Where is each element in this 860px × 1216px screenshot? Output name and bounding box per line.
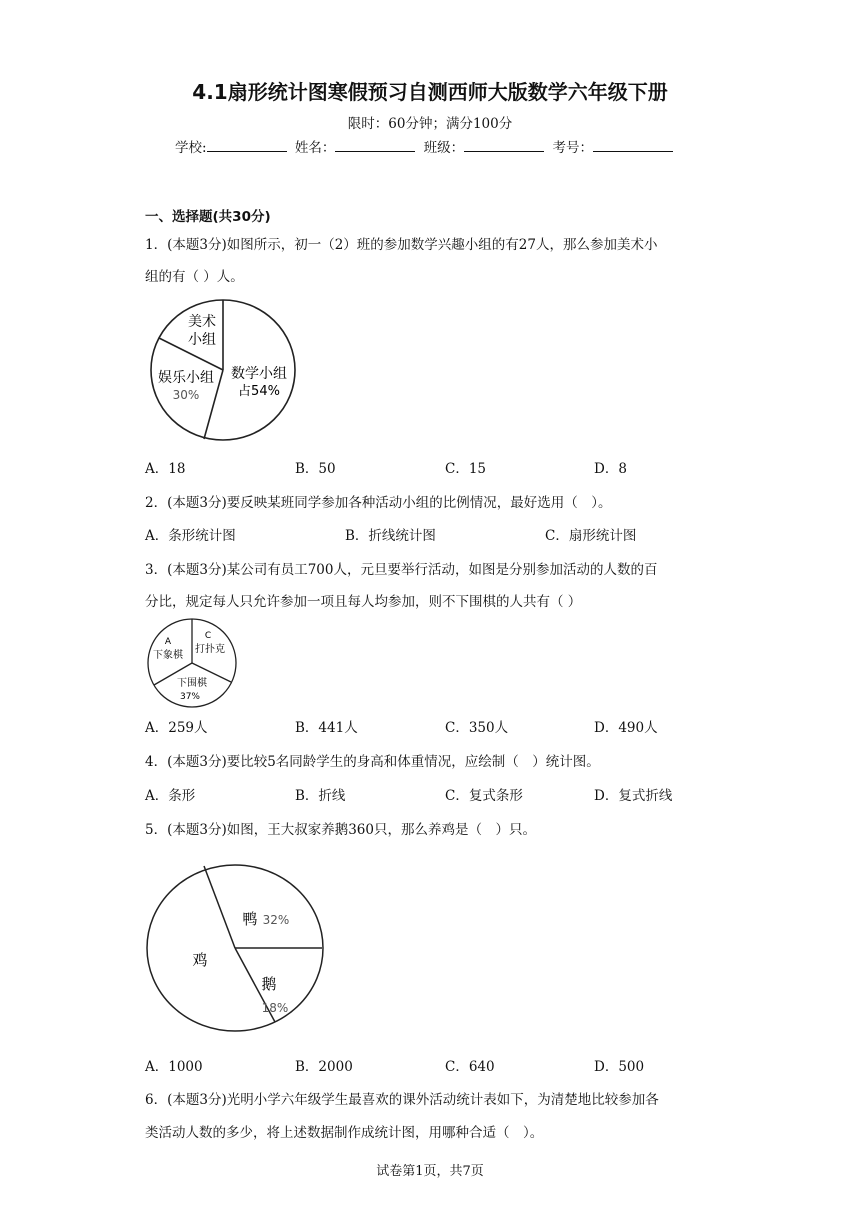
q3-label-poker: 打扑克 (195, 644, 225, 655)
q5-option-a[interactable]: A．1000 (145, 1059, 203, 1075)
q2-option-a[interactable]: A．条形统计图 (145, 528, 236, 544)
q4-option-d[interactable]: D．复式折线 (594, 788, 673, 804)
name-label: 姓名： (294, 140, 336, 156)
q5-label-chicken: 鸡 (192, 951, 208, 969)
q1-option-c[interactable]: C．15 (445, 461, 487, 477)
q1-label-math: 数学小组 (231, 366, 287, 382)
q1-pct-entertainment: 30% (172, 388, 200, 402)
q3-pie-chart (146, 618, 238, 710)
q3-label-go: 下围棋 (177, 678, 207, 689)
q1-text-line2: 组的有（ ）人。 (145, 269, 244, 285)
q6-text-line1: 6．(本题3分)光明小学六年级学生最喜欢的课外活动统计表如下，为清楚地比较参加各 (145, 1092, 659, 1108)
q3-label-chess: 下象棋 (153, 650, 183, 661)
q2-option-c[interactable]: C．扇形统计图 (545, 528, 637, 544)
q4-option-a[interactable]: A．条形 (145, 788, 196, 804)
name-blank[interactable] (335, 138, 415, 152)
q6-text-line2: 类活动人数的多少，将上述数据制作成统计图，用哪种合适（ ）。 (145, 1125, 544, 1141)
class-label: 班级： (423, 140, 465, 156)
time-limit: 限时：60分钟；满分100分 (347, 116, 513, 132)
q5-option-d[interactable]: D．500 (594, 1059, 645, 1075)
school-blank[interactable] (207, 138, 287, 152)
q1-option-a[interactable]: A．18 (145, 461, 186, 477)
q5-option-c[interactable]: C．640 (445, 1059, 495, 1075)
q5-slice-divider (204, 866, 235, 948)
q3-option-b[interactable]: B．441人 (295, 720, 358, 736)
q3-option-c[interactable]: C．350人 (445, 720, 509, 736)
q2-option-b[interactable]: B．折线统计图 (345, 528, 436, 544)
q1-option-d[interactable]: D．8 (594, 461, 627, 477)
class-blank[interactable] (464, 138, 544, 152)
q1-pie-chart (148, 298, 300, 444)
section-heading: 一、选择题(共30分) (145, 209, 271, 225)
exam-no-blank[interactable] (593, 138, 673, 152)
q1-label-entertainment: 娱乐小组 (158, 370, 214, 386)
q3-pct-go: 37% (179, 692, 201, 702)
q3-text-line2: 分比，规定每人只允许参加一项且每人均参加，则不下围棋的人共有（ ） (145, 594, 582, 610)
q1-label-art-2: 小组 (188, 332, 216, 348)
q3-letter-c: C (204, 631, 212, 641)
q1-pct-math: 占54% (238, 384, 280, 399)
q2-text: 2．(本题3分)要反映某班同学参加各种活动小组的比例情况，最好选用（ ）。 (145, 495, 612, 511)
q5-option-b[interactable]: B．2000 (295, 1059, 353, 1075)
q1-option-b[interactable]: B．50 (295, 461, 336, 477)
school-label: 学校: (175, 140, 207, 156)
q4-option-b[interactable]: B．折线 (295, 788, 346, 804)
student-info-line (175, 136, 677, 156)
q3-option-d[interactable]: D．490人 (594, 720, 658, 736)
q5-pie-chart (145, 862, 327, 1034)
q5-label-duck: 鸭 (242, 910, 258, 928)
page-footer: 试卷第1页，共7页 (376, 1164, 484, 1179)
q5-pct-goose: 18% (261, 1001, 289, 1015)
q5-text: 5．(本题3分)如图，王大叔家养鹅360只，那么养鸡是（ ）只。 (145, 822, 536, 838)
q5-pct-duck: 32% (262, 913, 290, 927)
q4-text: 4．(本题3分)要比较5名同龄学生的身高和体重情况，应绘制（ ）统计图。 (145, 754, 600, 770)
q3-letter-a: A (164, 637, 172, 647)
exam-no-label: 考号： (552, 140, 593, 156)
page-title: 4.1扇形统计图寒假预习自测西师大版数学六年级下册 (192, 80, 668, 104)
q3-text-line1: 3．(本题3分)某公司有员工700人，元旦要举行活动，如图是分别参加活动的人数的百 (145, 562, 658, 578)
q3-option-a[interactable]: A．259人 (145, 720, 208, 736)
q5-label-goose: 鹅 (261, 975, 277, 993)
q1-text-line1: 1．(本题3分)如图所示，初一（2）班的参加数学兴趣小组的有27人，那么参加美术小 (145, 237, 658, 253)
q4-option-c[interactable]: C．复式条形 (445, 788, 523, 804)
q1-label-art: 美术 (188, 314, 216, 330)
